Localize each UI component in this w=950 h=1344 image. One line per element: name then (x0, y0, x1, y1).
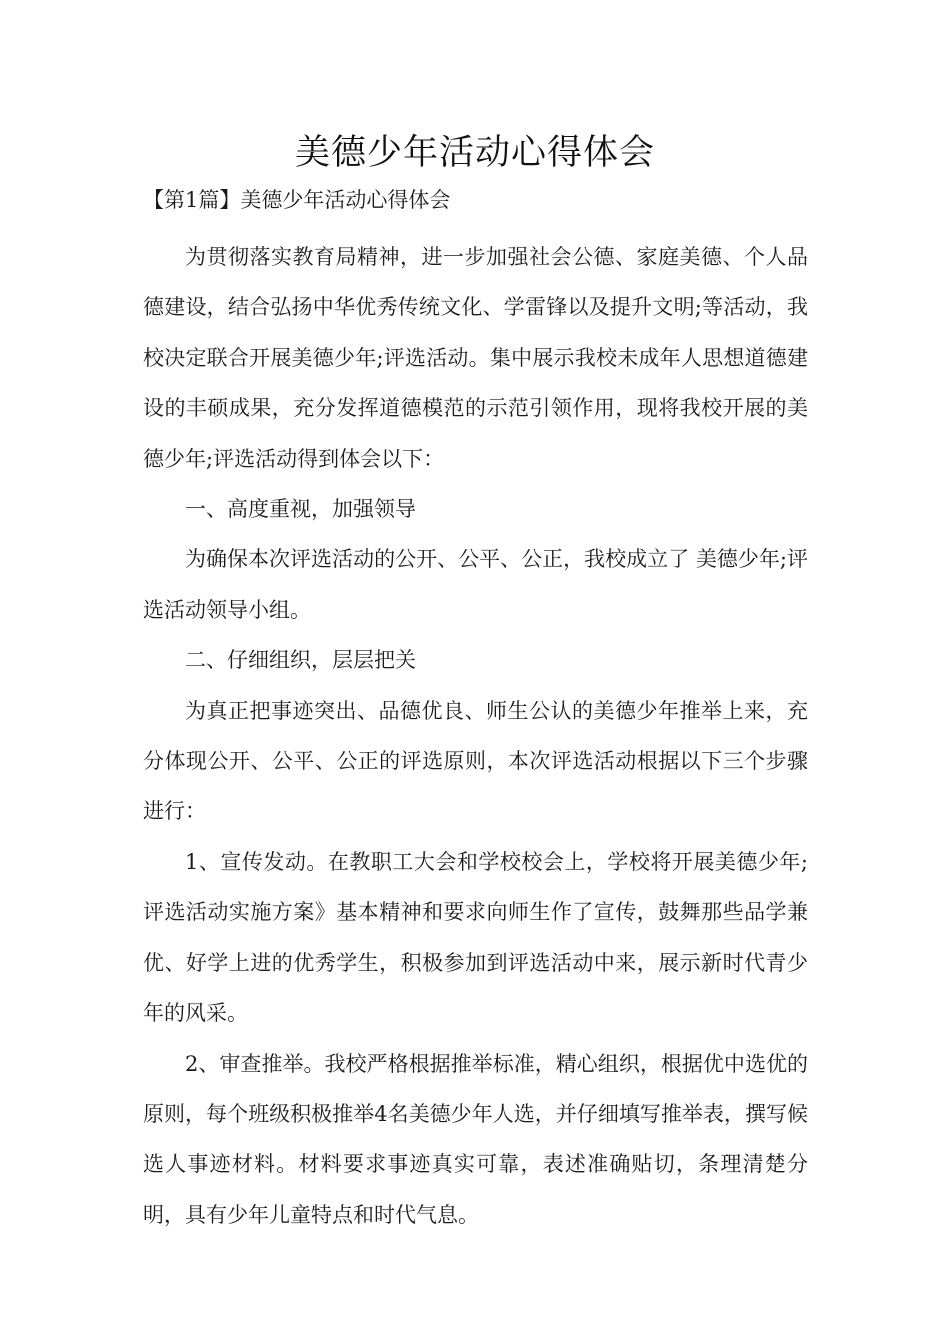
paragraph-section-1: 为确保本次评选活动的公开、公平、公正，我校成立了 美德少年;评选活动领导小组。 (143, 547, 808, 622)
section-heading-2: 二、仔细组织，层层把关 (185, 648, 416, 673)
paragraph-step-2: 2、审查推举。我校严格根据推举标准，精心组织，根据优中选优的原则，每个班级积极推举4名美德少年人选，并仔细填写推举表，撰写候选人事迹材料。材料要求事迹真实可靠，表述准确贴切，条理清楚分明，具有少年儿童特点和时代气息。 (143, 1051, 808, 1227)
document-subtitle: 【第1篇】美德少年活动心得体会 (143, 188, 451, 212)
paragraph-intro: 为贯彻落实教育局精神，进一步加强社会公德、家庭美德、个人品德建设，结合弘扬中华优秀传统文化、学雷锋以及提升文明;等活动，我校决定联合开展美德少年;评选活动。集中展示我校未成年人思想道德建设的丰硕成果，充分发挥道德模范的示范引领作用，现将我校开展的美德少年;评选活动得到体会以下： (143, 245, 808, 471)
paragraph-step-1: 1、宣传发动。在教职工大会和学校校会上，学校将开展美德少年;评选活动实施方案》基本精神和要求向师生作了宣传，鼓舞那些品学兼优、好学上进的优秀学生，积极参加到评选活动中来，展示新时代青少年的风采。 (143, 849, 808, 1026)
paragraph-section-2: 为真正把事迹突出、品德优良、师生公认的美德少年推举上来，充分体现公开、公平、公正的评选原则，本次评选活动根据以下三个步骤进行： (143, 698, 808, 824)
document-title: 美德少年活动心得体会 (294, 133, 655, 173)
document-body (143, 232, 808, 1240)
section-heading-1: 一、高度重视，加强领导 (185, 497, 416, 522)
